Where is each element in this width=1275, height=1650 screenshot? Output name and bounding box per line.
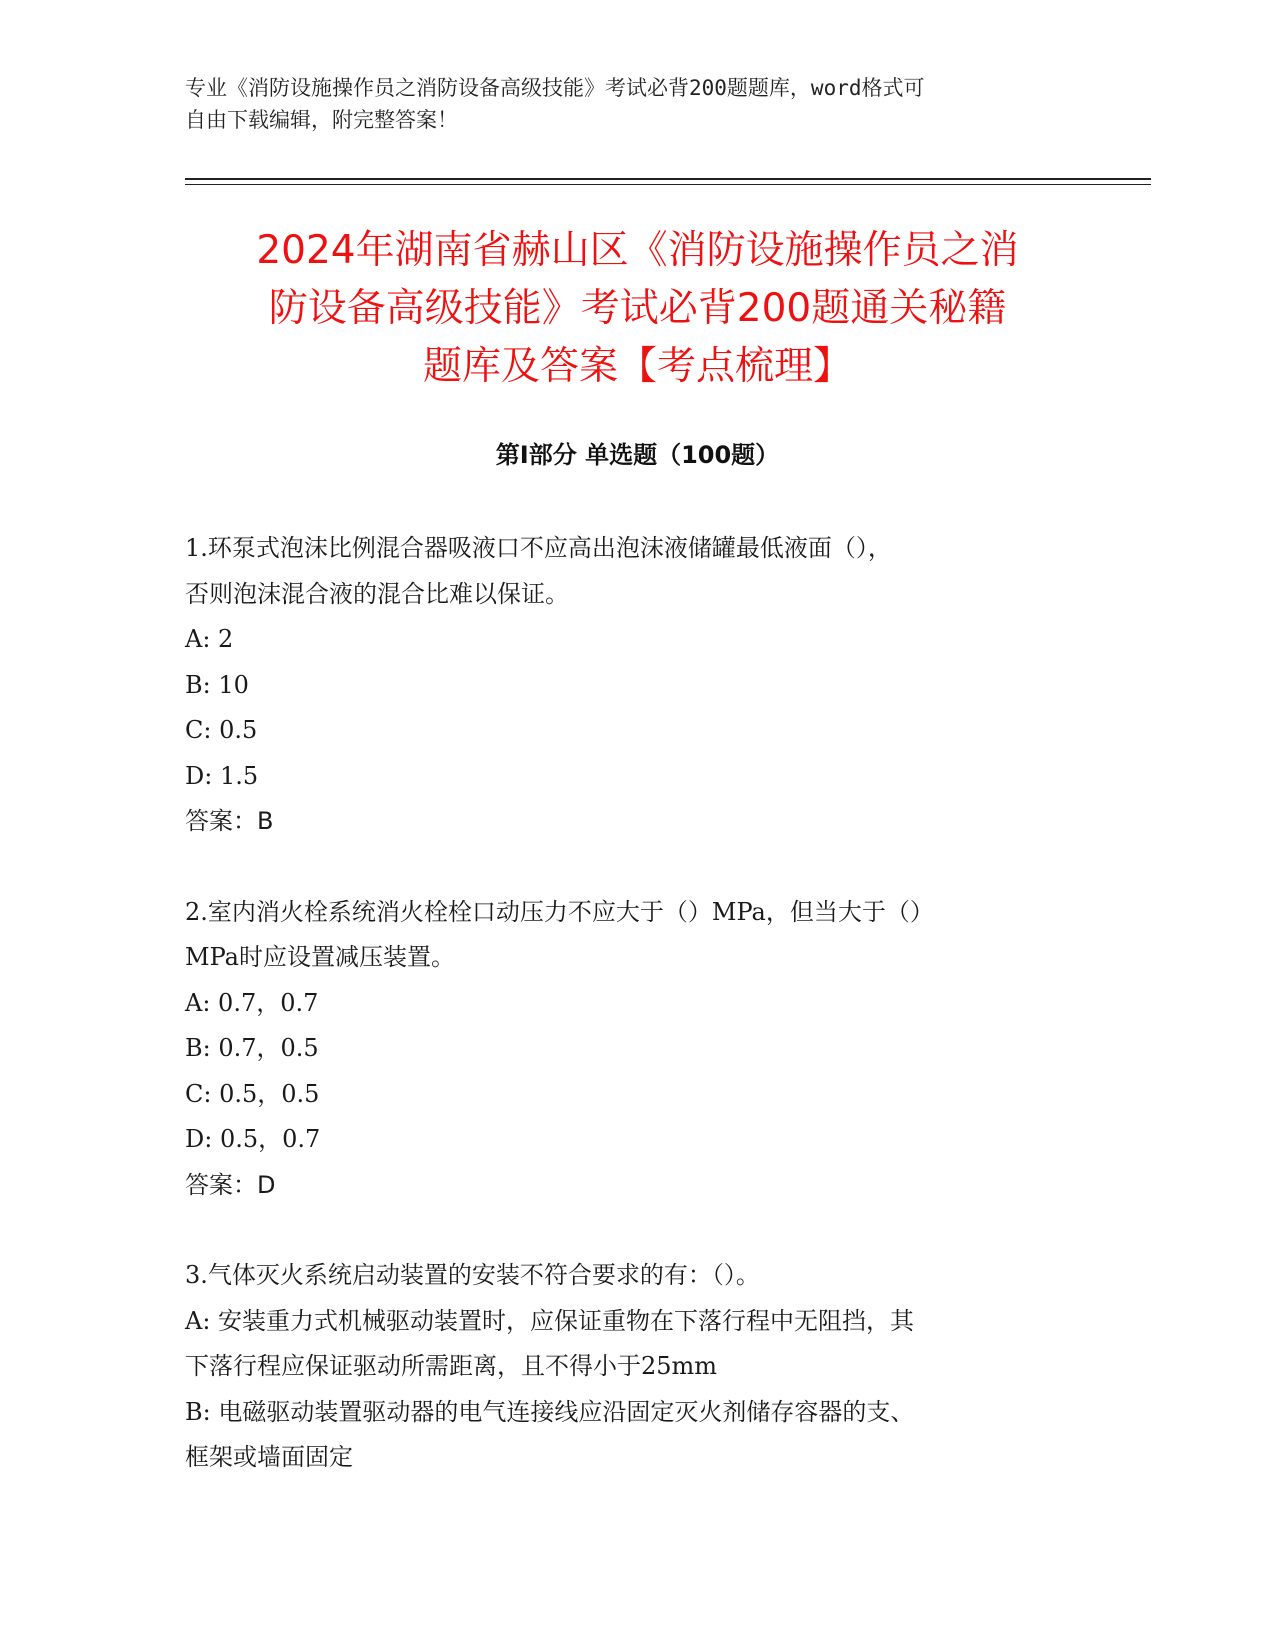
header-note-line: 专业《消防设施操作员之消防设备高级技能》考试必背200题题库，word格式可 bbox=[185, 76, 925, 100]
question-item bbox=[185, 890, 1075, 1209]
header-note bbox=[185, 72, 1085, 136]
question-item bbox=[185, 526, 1075, 845]
option-a-continued: 下落行程应保证驱动所需距离，且不得小于25mm bbox=[185, 1352, 718, 1380]
question-stem-line: 否则泡沫混合液的混合比难以保证。 bbox=[185, 579, 569, 608]
option-b-continued: 框架或墙面固定 bbox=[185, 1443, 353, 1471]
header-note-line: 自由下载编辑，附完整答案！ bbox=[185, 108, 458, 132]
option-c: C: 0.5 bbox=[185, 716, 258, 744]
option-b: B: 10 bbox=[185, 670, 249, 699]
option-b: B: 电磁驱动装置驱动器的电气连接线应沿固定灭火剂储存容器的支、 bbox=[185, 1397, 915, 1426]
answer-text: 答案：D bbox=[185, 1170, 276, 1199]
header-divider-thick bbox=[185, 178, 1151, 180]
option-b: B: 0.7，0.5 bbox=[185, 1034, 319, 1062]
answer-text: 答案：B bbox=[185, 807, 274, 835]
question-item bbox=[185, 1253, 1075, 1481]
document-title-line: 题库及答案【考点梳理】 bbox=[422, 344, 852, 389]
document-title-line: 2024年湖南省赫山区《消防设施操作员之消 bbox=[256, 228, 1019, 273]
option-c: C: 0.5，0.5 bbox=[185, 1079, 320, 1108]
section-title: 第I部分 单选题（100题） bbox=[495, 441, 780, 469]
question-list bbox=[185, 526, 1075, 1526]
option-a: A: 0.7，0.7 bbox=[185, 988, 319, 1017]
option-d: D: 1.5 bbox=[185, 761, 259, 790]
option-a: A: 安装重力式机械驱动装置时，应保证重物在下落行程中无阻挡，其 bbox=[185, 1306, 915, 1335]
question-stem-line: 2.室内消火栓系统消火栓栓口动压力不应大于（）MPa，但当大于（） bbox=[185, 897, 934, 926]
question-stem-line: MPa时应设置减压装置。 bbox=[185, 943, 455, 971]
document-title bbox=[150, 222, 1125, 396]
question-stem-line: 3.气体灭火系统启动装置的安装不符合要求的有：（）。 bbox=[185, 1261, 760, 1289]
header-divider-thin bbox=[185, 184, 1151, 185]
option-a: A: 2 bbox=[185, 625, 234, 653]
question-stem-line: 1.环泵式泡沫比例混合器吸液口不应高出泡沫液储罐最低液面（）， bbox=[185, 534, 892, 562]
option-d: D: 0.5，0.7 bbox=[185, 1125, 321, 1153]
document-title-line: 防设备高级技能》考试必背200题通关秘籍 bbox=[268, 286, 1007, 331]
